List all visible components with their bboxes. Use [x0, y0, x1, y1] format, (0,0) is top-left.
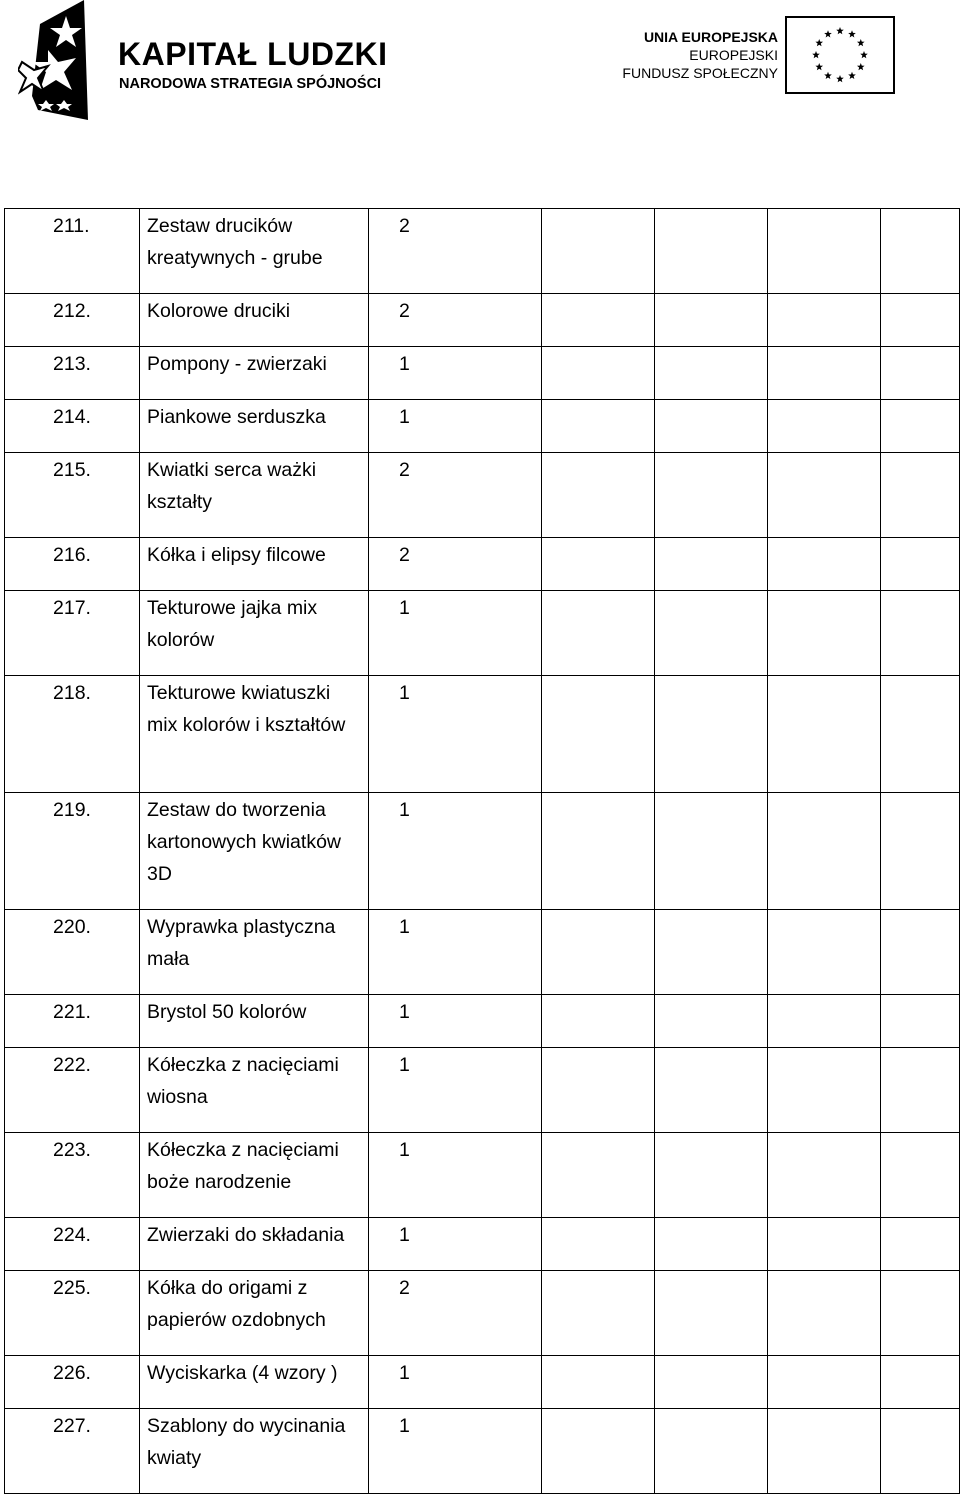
empty-cell [768, 910, 881, 995]
item-name: Kółeczka z nacięciami wiosna [140, 1048, 369, 1133]
empty-cell [542, 1133, 655, 1218]
empty-cell [542, 1356, 655, 1409]
empty-cell [655, 793, 768, 910]
table-row [5, 793, 960, 910]
table-row [5, 294, 960, 347]
item-name: Kwiatki serca ważki kształty [140, 453, 369, 538]
item-number: 212. [5, 294, 140, 347]
empty-cell [542, 209, 655, 294]
eu-star-icon [824, 72, 832, 79]
table-row [5, 538, 960, 591]
item-number: 219. [5, 793, 140, 910]
table-row [5, 347, 960, 400]
empty-cell [655, 209, 768, 294]
eu-star-icon [848, 72, 856, 79]
empty-cell [768, 793, 881, 910]
empty-cell [655, 400, 768, 453]
empty-cell [768, 1271, 881, 1356]
eu-stars-icon [787, 18, 893, 92]
item-name: Zwierzaki do składania [140, 1218, 369, 1271]
empty-cell [881, 347, 960, 400]
item-name: Pompony - zwierzaki [140, 347, 369, 400]
item-number: 213. [5, 347, 140, 400]
item-quantity: 2 [369, 538, 542, 591]
empty-cell [768, 1356, 881, 1409]
empty-cell [655, 538, 768, 591]
empty-cell [542, 538, 655, 591]
eu-logo-text [618, 28, 778, 82]
item-quantity: 1 [369, 793, 542, 910]
eu-star-icon [836, 27, 844, 34]
empty-cell [881, 1218, 960, 1271]
empty-cell [655, 676, 768, 793]
item-name: Kolorowe druciki [140, 294, 369, 347]
empty-cell [768, 995, 881, 1048]
item-name: Kółka i elipsy filcowe [140, 538, 369, 591]
empty-cell [881, 995, 960, 1048]
item-quantity: 1 [369, 1218, 542, 1271]
eu-star-icon [836, 75, 844, 82]
table-row [5, 910, 960, 995]
item-number: 217. [5, 591, 140, 676]
empty-cell [768, 347, 881, 400]
item-number: 223. [5, 1133, 140, 1218]
empty-cell [768, 453, 881, 538]
item-number: 224. [5, 1218, 140, 1271]
eu-star-icon [848, 30, 856, 37]
empty-cell [768, 538, 881, 591]
item-name: Tekturowe jajka mix kolorów [140, 591, 369, 676]
empty-cell [768, 1218, 881, 1271]
item-number: 222. [5, 1048, 140, 1133]
empty-cell [881, 400, 960, 453]
empty-cell [768, 676, 881, 793]
empty-cell [881, 209, 960, 294]
inventory-table [4, 208, 960, 1494]
empty-cell [881, 1133, 960, 1218]
empty-cell [542, 294, 655, 347]
item-number: 216. [5, 538, 140, 591]
item-name: Zestaw drucików kreatywnych - grube [140, 209, 369, 294]
empty-cell [655, 294, 768, 347]
logo-subtitle: NARODOWA STRATEGIA SPÓJNOŚCI [119, 76, 382, 92]
item-number: 218. [5, 676, 140, 793]
table-row [5, 1409, 960, 1494]
table-row [5, 400, 960, 453]
item-name: Brystol 50 kolorów [140, 995, 369, 1048]
empty-cell [881, 793, 960, 910]
empty-cell [655, 347, 768, 400]
eu-logo [618, 16, 900, 98]
empty-cell [542, 1409, 655, 1494]
table-row [5, 1048, 960, 1133]
table-row [5, 995, 960, 1048]
empty-cell [655, 591, 768, 676]
item-quantity: 1 [369, 676, 542, 793]
item-quantity: 1 [369, 1133, 542, 1218]
table-row [5, 1218, 960, 1271]
item-quantity: 1 [369, 910, 542, 995]
item-quantity: 1 [369, 1409, 542, 1494]
eu-flag-icon [785, 16, 895, 94]
item-quantity: 1 [369, 995, 542, 1048]
item-quantity: 2 [369, 453, 542, 538]
empty-cell [655, 1271, 768, 1356]
empty-cell [542, 453, 655, 538]
empty-cell [768, 294, 881, 347]
item-number: 221. [5, 995, 140, 1048]
empty-cell [881, 1271, 960, 1356]
table-row [5, 1271, 960, 1356]
empty-cell [655, 1133, 768, 1218]
empty-cell [542, 347, 655, 400]
item-quantity: 1 [369, 400, 542, 453]
item-number: 214. [5, 400, 140, 453]
empty-cell [542, 676, 655, 793]
item-quantity: 1 [369, 347, 542, 400]
eu-star-icon [824, 30, 832, 37]
item-number: 211. [5, 209, 140, 294]
kapital-ludzki-logo [18, 0, 388, 125]
empty-cell [881, 1356, 960, 1409]
item-number: 220. [5, 910, 140, 995]
empty-cell [768, 1409, 881, 1494]
eu-star-icon [857, 39, 865, 46]
empty-cell [881, 676, 960, 793]
empty-cell [655, 453, 768, 538]
eu-star-icon [815, 39, 823, 46]
eu-star-icon [815, 63, 823, 70]
eu-star-icon [860, 51, 868, 58]
item-name: Tekturowe kwiatuszki mix kolorów i kształtów [140, 676, 369, 793]
item-number: 225. [5, 1271, 140, 1356]
empty-cell [542, 995, 655, 1048]
table-row [5, 591, 960, 676]
item-name: Wyciskarka (4 wzory ) [140, 1356, 369, 1409]
empty-cell [768, 400, 881, 453]
item-name: Zestaw do tworzenia kartonowych kwiatków 3D [140, 793, 369, 910]
eu-star-icon [857, 63, 865, 70]
table-row [5, 209, 960, 294]
eu-line-1: UNIA EUROPEJSKA [643, 29, 778, 45]
item-number: 226. [5, 1356, 140, 1409]
logo-title: KAPITAŁ LUDZKI [118, 36, 388, 72]
empty-cell [881, 538, 960, 591]
item-quantity: 1 [369, 591, 542, 676]
empty-cell [881, 1048, 960, 1133]
empty-cell [542, 1048, 655, 1133]
empty-cell [542, 1271, 655, 1356]
empty-cell [655, 910, 768, 995]
empty-cell [655, 995, 768, 1048]
empty-cell [542, 910, 655, 995]
empty-cell [542, 591, 655, 676]
table-row [5, 453, 960, 538]
inventory-table-body [5, 209, 960, 1494]
empty-cell [542, 400, 655, 453]
table-row [5, 676, 960, 793]
eu-line-3: FUNDUSZ SPOŁECZNY [622, 65, 778, 81]
empty-cell [881, 453, 960, 538]
empty-cell [768, 591, 881, 676]
empty-cell [542, 1218, 655, 1271]
item-quantity: 2 [369, 209, 542, 294]
kapital-ludzki-emblem-icon [18, 0, 98, 122]
item-name: Wyprawka plastyczna mała [140, 910, 369, 995]
empty-cell [881, 910, 960, 995]
item-quantity: 1 [369, 1048, 542, 1133]
item-number: 227. [5, 1409, 140, 1494]
item-name: Piankowe serduszka [140, 400, 369, 453]
eu-star-icon [812, 51, 820, 58]
empty-cell [542, 793, 655, 910]
item-name: Kółeczka z nacięciami boże narodzenie [140, 1133, 369, 1218]
table-row [5, 1356, 960, 1409]
item-quantity: 2 [369, 294, 542, 347]
empty-cell [768, 1133, 881, 1218]
empty-cell [655, 1048, 768, 1133]
item-name: Szablony do wycinania kwiaty [140, 1409, 369, 1494]
empty-cell [881, 591, 960, 676]
empty-cell [655, 1409, 768, 1494]
table-row [5, 1133, 960, 1218]
empty-cell [881, 1409, 960, 1494]
empty-cell [881, 294, 960, 347]
item-quantity: 2 [369, 1271, 542, 1356]
empty-cell [655, 1356, 768, 1409]
item-number: 215. [5, 453, 140, 538]
item-name: Kółka do origami z papierów ozdobnych [140, 1271, 369, 1356]
eu-line-2: EUROPEJSKI [689, 47, 778, 63]
empty-cell [768, 1048, 881, 1133]
empty-cell [768, 209, 881, 294]
empty-cell [655, 1218, 768, 1271]
item-quantity: 1 [369, 1356, 542, 1409]
